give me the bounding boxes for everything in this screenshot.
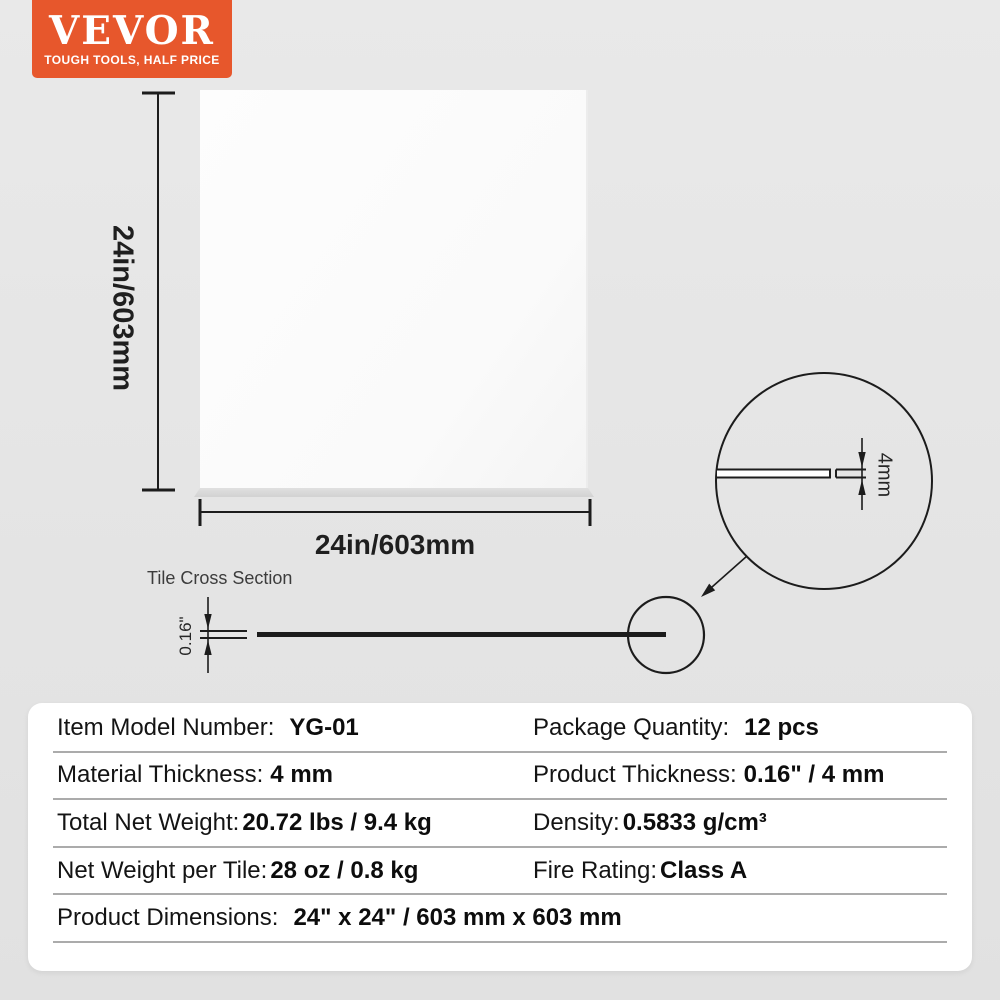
spec-cell-item-model [53, 714, 529, 742]
spec-value: Class A [660, 856, 748, 884]
spec-cell-product-dimensions [53, 904, 622, 932]
width-dimension-line [200, 499, 590, 526]
spec-label: Net Weight per Tile: [57, 856, 268, 884]
height-dimension-line [142, 93, 175, 490]
spec-row-tile-weight-fire [53, 848, 947, 896]
spec-cell-package-quantity [529, 714, 947, 742]
detail-circle-large [716, 373, 932, 589]
spec-label: Product Dimensions: [57, 904, 279, 932]
spec-value: 4 mm [270, 761, 333, 789]
thickness-mm-label: 4mm [873, 452, 896, 498]
spec-value: 28 oz / 0.8 kg [270, 856, 419, 884]
spec-label: Material Thickness: [57, 761, 264, 789]
leader-arrow [701, 556, 747, 597]
spec-value: 24" x 24" / 603 mm x 603 mm [293, 904, 622, 932]
spec-cell-fire-rating [529, 857, 947, 885]
spec-row-thickness [53, 753, 947, 801]
spec-cell-total-net-weight [53, 809, 529, 837]
thickness-inch-dimension [204, 597, 211, 673]
spec-label: Package Quantity: [533, 713, 730, 741]
spec-label: Total Net Weight: [57, 808, 240, 836]
spec-value: 20.72 lbs / 9.4 kg [242, 808, 432, 836]
spec-label: Density: [533, 808, 620, 836]
tile-width-label: 24in/603mm [314, 529, 476, 560]
brand-tagline: TOUGH TOOLS, HALF PRICE [44, 53, 220, 67]
spec-cell-density [529, 809, 947, 837]
spec-label: Item Model Number: [57, 713, 275, 741]
spec-value: 0.16" / 4 mm [743, 761, 885, 789]
thickness-inch-label: 0.16" [176, 616, 195, 656]
spec-row-weight-density [53, 800, 947, 848]
thickness-mm-dimension [858, 438, 865, 510]
brand-name: VEVOR [49, 8, 215, 54]
spec-cell-material-thickness [53, 761, 529, 789]
spec-value: 12 pcs [744, 713, 819, 741]
spec-row-dimensions [53, 895, 947, 943]
spec-label: Product Thickness: [533, 761, 737, 789]
cross-section-drawing [200, 631, 666, 638]
spec-cell-product-thickness [529, 761, 947, 789]
magnified-cross-section [717, 470, 866, 478]
spec-row-model-quantity [53, 705, 947, 753]
spec-cell-net-weight-per-tile [53, 857, 529, 885]
spec-label: Fire Rating: [533, 856, 658, 884]
spec-value: 0.5833 g/cm³ [622, 808, 767, 836]
cross-section-title: Tile Cross Section [147, 568, 293, 588]
specs-table [28, 703, 972, 971]
spec-value: YG-01 [289, 713, 359, 741]
tile-height-label: 24in/603mm [106, 224, 139, 392]
